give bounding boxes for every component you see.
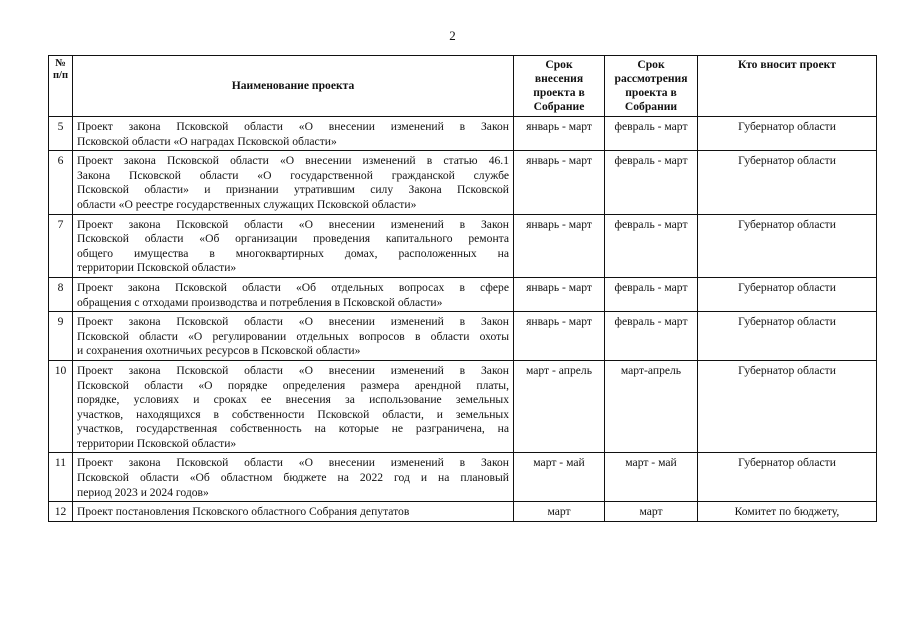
project-name-line: Псковской области «О регулировании отдельных вопросов в области охоты	[77, 329, 509, 343]
project-name-line: Псковской области «Об организации проведения капитального ремонта	[77, 232, 509, 246]
project-name-line: общего имущества в многоквартирных домах, расположенных на	[77, 246, 509, 260]
legislative-plan-table	[48, 55, 877, 522]
text-line: Собрание	[533, 100, 585, 113]
project-name-line: Проект закона Псковской области «О внесении изменений в Закон	[77, 217, 509, 231]
submit-term: январь - март	[514, 277, 605, 311]
project-name	[73, 117, 514, 151]
submitter: Губернатор области	[698, 214, 877, 277]
text-line: Срок	[637, 58, 665, 71]
submitter: Губернатор области	[698, 277, 877, 311]
review-term: февраль - март	[605, 312, 698, 361]
project-name-line: Проект постановления Псковского областного Собрания депутатов	[77, 505, 410, 519]
text-line: №	[55, 58, 66, 69]
text-line: рассмотрения	[614, 72, 688, 85]
page-number: 2	[449, 28, 456, 43]
row-number: 10	[49, 360, 73, 453]
project-name-line: Проект закона Псковской области «Об отдельных вопросах в сфере	[77, 280, 509, 294]
project-name-line: Проект закона Псковской области «О внесении изменений в Закон	[77, 120, 509, 133]
project-name-line: Псковской области» и признании утратившим силу Закона Псковской	[77, 183, 509, 197]
project-name-line: территории Псковской области»	[77, 261, 237, 275]
project-name-line: обращения с отходами производства и потребления в Псковской области»	[77, 295, 443, 309]
row-number: 8	[49, 277, 73, 311]
header-number	[49, 56, 73, 117]
text-line: Срок	[545, 58, 573, 71]
project-name	[73, 214, 514, 277]
project-name-line: Проект закона Псковской области «О внесении изменений в Закон	[77, 363, 509, 377]
project-name-line: период 2023 и 2024 годов»	[77, 485, 209, 499]
review-term: февраль - март	[605, 214, 698, 277]
header-submitter: Кто вносит проект	[698, 56, 877, 117]
review-term: февраль - март	[605, 117, 698, 151]
table-row	[49, 312, 877, 361]
project-name-line: Закона Псковской области «О государственной гражданской службе	[77, 168, 509, 182]
table-row	[49, 117, 877, 151]
table-row	[49, 453, 877, 502]
project-name-line: территории Псковской области»	[77, 436, 237, 450]
submitter: Губернатор области	[698, 453, 877, 502]
table-header-row	[49, 56, 877, 117]
review-term: март	[605, 502, 698, 522]
table-body	[49, 117, 877, 522]
submitter: Губернатор области	[698, 360, 877, 453]
submitter: Комитет по бюджету,	[698, 502, 877, 522]
submit-term: январь - март	[514, 117, 605, 151]
text-line: проекта в	[625, 86, 677, 99]
text-line: проекта в	[533, 86, 585, 99]
project-name	[73, 502, 514, 522]
submitter: Губернатор области	[698, 117, 877, 151]
project-name	[73, 453, 514, 502]
submit-term: март - май	[514, 453, 605, 502]
text-line: Собрании	[624, 100, 678, 113]
submit-term: январь - март	[514, 151, 605, 214]
project-name-line: Псковской области «Об областном бюджете на 2022 год и на плановый	[77, 471, 509, 485]
header-submit-term	[514, 56, 605, 117]
project-name-line: Проект закона Псковской области «О внесении изменений в Закон	[77, 315, 509, 329]
review-term: февраль - март	[605, 277, 698, 311]
project-name-line: Псковской области «О порядке определения размера арендной платы,	[77, 378, 509, 392]
table-row	[49, 360, 877, 453]
text-line: п/п	[52, 70, 69, 81]
row-number: 6	[49, 151, 73, 214]
project-name-line: области «О реестре государственных служащих Псковской области»	[77, 197, 417, 211]
row-number: 12	[49, 502, 73, 522]
project-name-line: Проект закона Псковской области «О внесении изменений в статью 46.1	[77, 154, 509, 168]
project-name-line: участков, государственная собственность на которые не разграничена, на	[77, 422, 509, 436]
review-term: март-апрель	[605, 360, 698, 453]
project-name	[73, 360, 514, 453]
submit-term: январь - март	[514, 214, 605, 277]
table-row	[49, 151, 877, 214]
row-number: 9	[49, 312, 73, 361]
project-name-line: Псковской области «О наградах Псковской области»	[77, 134, 337, 148]
project-name	[73, 312, 514, 361]
project-name	[73, 277, 514, 311]
submit-term: март - апрель	[514, 360, 605, 453]
text-line: внесения	[534, 72, 584, 85]
submit-term: март	[514, 502, 605, 522]
project-name-line: участков, находящихся в собственности Псковской области, и земельных	[77, 407, 509, 421]
table-row	[49, 502, 877, 522]
table-row	[49, 214, 877, 277]
review-term: февраль - март	[605, 151, 698, 214]
project-name-line: порядке, условиях и сроках ее внесения за использование земельных	[77, 393, 509, 407]
submitter: Губернатор области	[698, 312, 877, 361]
header-project-name: Наименование проекта	[73, 56, 514, 117]
project-name-line: и сохранения охотничьих ресурсов в Псковской области»	[77, 344, 361, 358]
table-row	[49, 277, 877, 311]
row-number: 5	[49, 117, 73, 151]
row-number: 7	[49, 214, 73, 277]
submit-term: январь - март	[514, 312, 605, 361]
header-review-term	[605, 56, 698, 117]
project-name	[73, 151, 514, 214]
review-term: март - май	[605, 453, 698, 502]
submitter: Губернатор области	[698, 151, 877, 214]
project-name-line: Проект закона Псковской области «О внесении изменений в Закон	[77, 456, 509, 470]
row-number: 11	[49, 453, 73, 502]
